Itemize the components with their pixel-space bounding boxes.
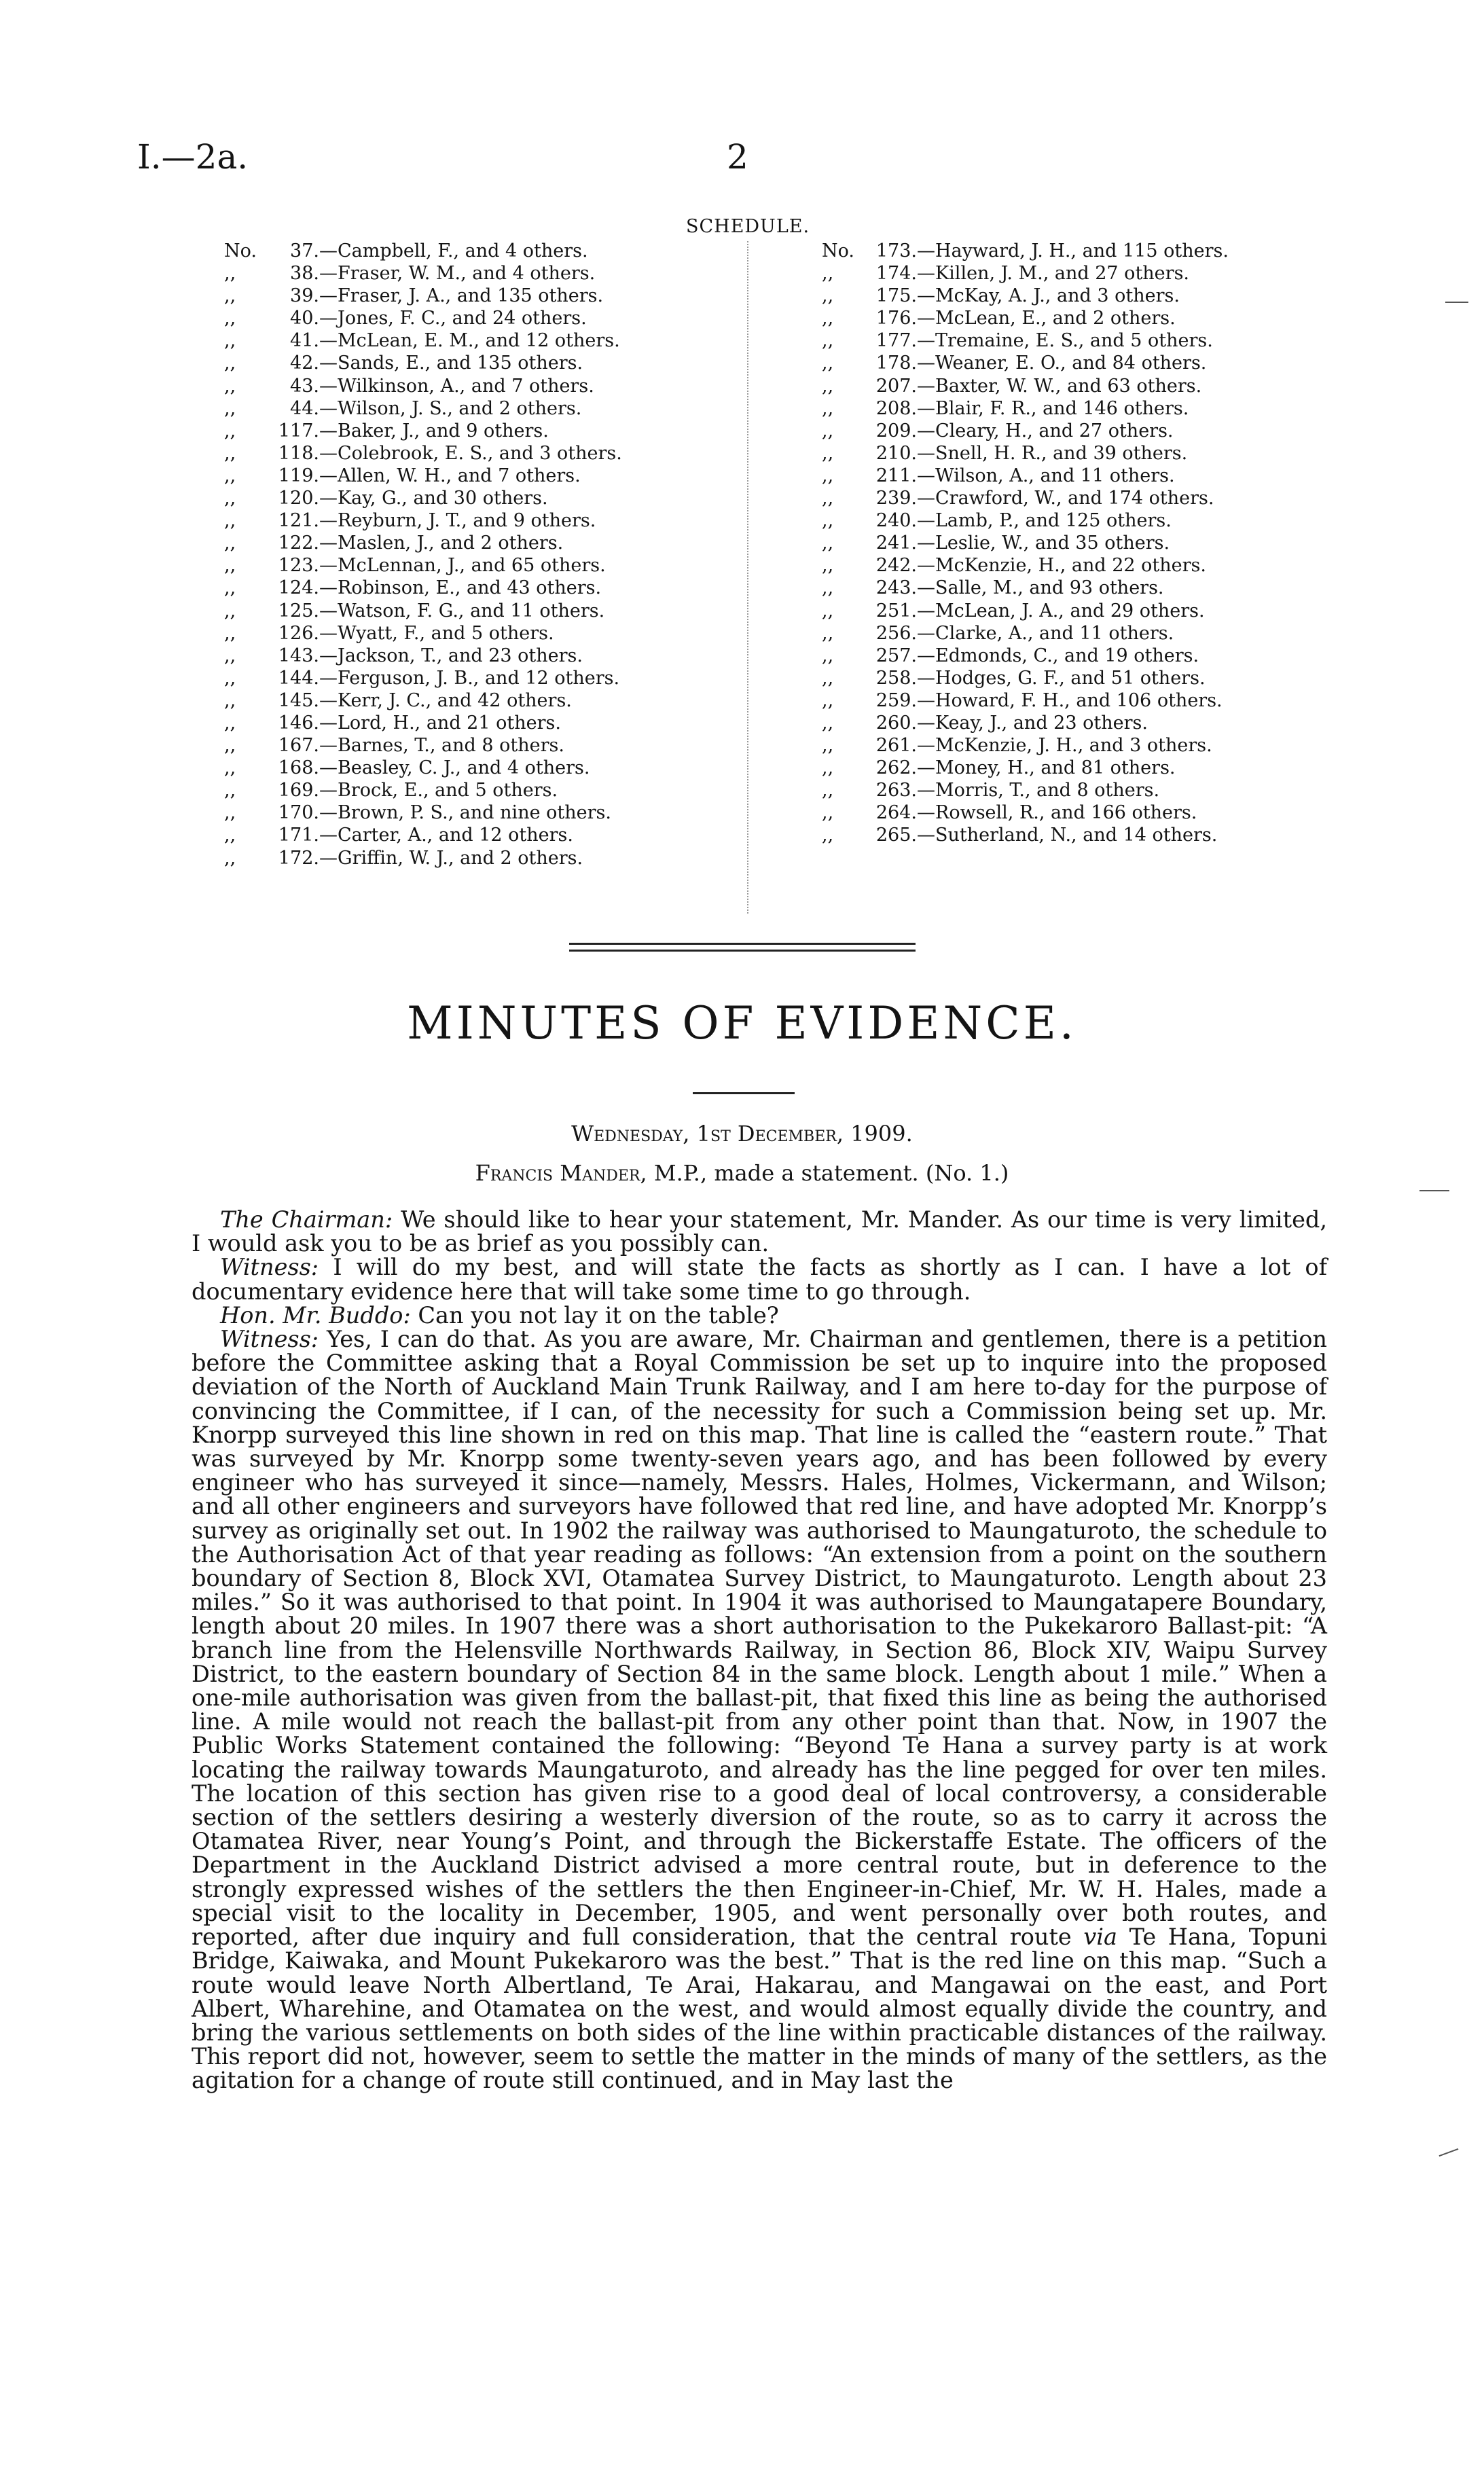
entry-prefix: ,, (822, 353, 834, 374)
entry-prefix: ,, (822, 555, 834, 577)
petition-number: 251. (875, 600, 917, 621)
petition-number: 241. (875, 533, 917, 554)
schedule-entry (822, 577, 1433, 599)
double-rule-top (569, 943, 916, 945)
petition-number: 41. (290, 330, 319, 352)
minutes-title: MINUTES OF EVIDENCE. (407, 997, 1077, 1049)
petitioner-text: —Sutherland, N., and 14 others. (917, 825, 1218, 846)
schedule-entry (224, 240, 835, 262)
petition-number: 145. (278, 689, 319, 711)
petition-number: 169. (278, 780, 319, 801)
schedule-entry (822, 352, 1433, 374)
petition-number: 40. (290, 308, 319, 329)
entry-prefix: ,, (822, 780, 834, 801)
schedule-entry (224, 420, 835, 442)
petitioner-text: —McKenzie, H., and 22 others. (917, 555, 1206, 577)
petitioner-text: —Salle, M., and 93 others. (917, 577, 1164, 599)
entry-prefix: ,, (224, 488, 236, 509)
petition-number: 242. (875, 555, 917, 577)
entry-prefix: ,, (822, 645, 834, 666)
entry-prefix: ,, (822, 510, 834, 532)
petitioner-text: —Watson, F. G., and 11 others. (319, 600, 605, 621)
petition-number: 38. (290, 263, 319, 285)
schedule-entry (822, 801, 1433, 824)
petitioner-text: —Campbell, F., and 4 others. (319, 240, 588, 261)
paragraph-text: Can you not lay it on the table? (410, 1301, 779, 1329)
schedule-entry (822, 689, 1433, 712)
paragraph-text-continued: Te Hana, Topuni Bridge, Kaiwaka, and Mount Pukekaroro was the best.” That is the red line on this map. “Such a route would leave North Albertland, Te Arai, Hakarau, and Mangawai on the east, and Port Albert, Wharehine, and Otamatea on the west, and would almost equally divide the country, and bring the various settlements on both sides of the line within practicable distances of the railway. This report did not, however, seem to settle the matter in the minds of many of the settlers, as the agitation for a change of route still continued, and in May last the (192, 1924, 1327, 2094)
petition-number: 43. (290, 375, 319, 397)
entry-prefix: ,, (224, 555, 236, 577)
schedule-entry (224, 645, 835, 667)
schedule-entry (224, 554, 835, 577)
petition-number: 177. (875, 330, 917, 352)
entry-prefix: ,, (224, 420, 236, 441)
entry-prefix: ,, (224, 308, 236, 329)
entry-prefix: ,, (822, 488, 834, 509)
speaker: Witness: (220, 1254, 319, 1281)
entry-prefix: ,, (822, 622, 834, 644)
schedule-entry (822, 600, 1433, 622)
petition-number: 170. (278, 802, 319, 824)
schedule-entry (224, 307, 835, 329)
petition-number: 168. (278, 757, 319, 779)
entry-prefix: ,, (822, 330, 834, 352)
petition-number: 207. (875, 375, 917, 397)
petition-number: 240. (875, 510, 917, 532)
petitioner-text: —Kerr, J. C., and 42 others. (319, 689, 572, 711)
entry-prefix: ,, (224, 825, 236, 846)
petitioner-text: —Hodges, G. F., and 51 others. (917, 667, 1206, 689)
statement-note: , M.P., made a statement. (No. 1.) (640, 1160, 1009, 1186)
petitioner-text: —McLean, J. A., and 29 others. (917, 600, 1205, 621)
schedule-entry (224, 397, 835, 420)
entry-prefix: ,, (224, 465, 236, 486)
paragraph (192, 1327, 1327, 2093)
entry-prefix: ,, (822, 757, 834, 779)
schedule-entry (822, 262, 1433, 285)
witness-name: Francis Mander (475, 1160, 640, 1186)
petitioner-text: —Hayward, J. H., and 115 others. (917, 240, 1229, 261)
speaker: Hon. Mr. Buddo: (220, 1301, 411, 1329)
schedule-entry (822, 645, 1433, 667)
pencil-mark (1419, 1190, 1449, 1191)
schedule-entry (224, 689, 835, 712)
title-rule (693, 1092, 795, 1094)
petitioner-text: —Robinson, E., and 43 others. (319, 577, 602, 599)
petition-number: 257. (875, 645, 917, 666)
petition-number: 167. (278, 735, 319, 757)
petitioner-text: —Allen, W. H., and 7 others. (319, 465, 581, 486)
petitioner-text: —Keay, J., and 23 others. (917, 712, 1148, 734)
petition-number: 126. (278, 622, 319, 644)
petition-number: 146. (278, 712, 319, 734)
schedule-entry (822, 779, 1433, 801)
entry-prefix: ,, (224, 802, 236, 824)
schedule-entry (224, 824, 835, 846)
petition-number: 39. (290, 285, 319, 307)
petitioner-text: —Tremaine, E. S., and 5 others. (917, 330, 1213, 352)
petition-number: 243. (875, 577, 917, 599)
schedule-entry (224, 600, 835, 622)
schedule-entry (224, 847, 835, 869)
schedule-entry (224, 465, 835, 487)
petition-number: 125. (278, 600, 319, 621)
entry-prefix: ,, (822, 533, 834, 554)
schedule-entry (224, 329, 835, 352)
petition-number: 123. (278, 555, 319, 577)
petition-number: 122. (278, 533, 319, 554)
petition-number: 171. (278, 825, 319, 846)
petition-number: 260. (875, 712, 917, 734)
paragraph-text: Yes, I can do that. As you are aware, Mr. Chairman and gentlemen, there is a petition before the Committee asking that a Royal Commission be set up to inquire into the proposed deviation of the North of Auckland Main Trunk Railway, and I am here to-day for the purpose of convincing the Committee, if I can, of the necessity for such a Commission being set up. Mr. Knorpp surveyed this line shown in red on this map. That line is called the “eastern route.” That was surveyed by Mr. Knorpp some twenty-seven years ago, and has been followed by every engineer who has surveyed it since—namely, Messrs. Hales, Holmes, Vickermann, and Wilson; and all other engineers and surveyors have followed that red line, and have adopted Mr. Knorpp’s survey as originally set out. In 1902 the railway was authorised to Maungaturoto, the schedule to the Authorisation Act of that year reading as follows: “An extension from a point on the southern boundary of Section 8, Block XVI, Otamatea Survey District, to Maungaturoto. Length about 23 miles.” So it was authorised to that point. In 1904 it was authorised to Maungatapere Boundary, length about 20 miles. In 1907 there was a short authorisation to the Pukekaroro Ballast-pit: “A branch line from the Helensville Northwards Railway, in Section 86, Block XIV, Waipu Survey District, to the eastern boundary of Section 84 in the same block. Length about 1 mile.” When a one-mile authorisation was given from the ballast-pit, that fixed this line as being the authorised line. A mile would not reach the ballast-pit from any other point than that. Now, in 1907 the Public Works Statement contained the following: “Beyond Te Hana a survey party is at work locating the railway towards Maungaturoto, and already has the line pegged for over ten miles. The location of this section has given rise to a good deal of local controversy, a considerable section of the settlers desiring a westerly diversion of the route, so as to carry it across the Otamatea River, near Young’s Point, and through the Bickerstaffe Estate. The officers of the Department in the Auckland District advised a more central route, but in deference to the strongly expressed wishes of the settlers the then Engineer-in-Chief, Mr. W. H. Hales, made a special visit to the locality in December, 1905, and went personally over both routes, and reported, after due inquiry and full consideration, that the central route (192, 1326, 1327, 1951)
petitioner-text: —McKenzie, J. H., and 3 others. (917, 735, 1212, 757)
entry-prefix: ,, (822, 442, 834, 464)
schedule-entry (822, 329, 1433, 352)
petition-number: 124. (278, 577, 319, 599)
schedule-entry (224, 577, 835, 599)
petition-number: 258. (875, 667, 917, 689)
petitioner-text: —McLean, E. M., and 12 others. (319, 330, 620, 352)
petitioner-text: —Griffin, W. J., and 2 others. (319, 847, 583, 869)
pencil-mark (1439, 2148, 1459, 2157)
petition-number: 44. (290, 397, 319, 419)
schedule-entry (822, 465, 1433, 487)
schedule-entry (224, 442, 835, 465)
schedule-entry (224, 285, 835, 307)
entry-prefix: ,, (224, 600, 236, 621)
paragraph (192, 1255, 1327, 1303)
entry-prefix: ,, (224, 667, 236, 689)
paragraph-text: We should like to hear your statement, Mr. Mander. As our time is very limited, I would ask you to be as brief as you possibly can. (192, 1206, 1327, 1257)
petitioner-text: —Morris, T., and 8 others. (917, 780, 1160, 801)
petitioner-text: —Jones, F. C., and 24 others. (319, 308, 587, 329)
petitioner-text: —Lord, H., and 21 others. (319, 712, 561, 734)
schedule-entry (224, 734, 835, 757)
petition-number: 118. (278, 442, 319, 464)
schedule-left-column (224, 240, 835, 869)
schedule-entry (822, 397, 1433, 420)
schedule-entry (224, 667, 835, 689)
petition-number: 172. (278, 847, 319, 869)
speaker: Witness: (220, 1326, 319, 1353)
petitioner-text: —Snell, H. R., and 39 others. (917, 442, 1188, 464)
petition-number: 42. (290, 353, 319, 374)
petition-number: 176. (875, 308, 917, 329)
session-date: Wednesday, 1st December, 1909. (571, 1121, 913, 1147)
entry-prefix: ,, (822, 667, 834, 689)
petitioner-text: —Wilson, A., and 11 others. (917, 465, 1175, 486)
entry-prefix: ,, (224, 780, 236, 801)
schedule-entry (822, 622, 1433, 645)
petition-number: 211. (875, 465, 917, 486)
statement-heading (0, 1160, 1484, 1186)
petitioner-text: —McLean, E., and 2 others. (917, 308, 1176, 329)
petitioner-text: —McKay, A. J., and 3 others. (917, 285, 1180, 307)
petitioner-text: —Weaner, E. O., and 84 others. (917, 353, 1207, 374)
entry-prefix: ,, (224, 533, 236, 554)
petitioner-text: —Crawford, W., and 174 others. (917, 488, 1214, 509)
petitioner-text: —Clarke, A., and 11 others. (917, 622, 1174, 644)
schedule-entry (822, 285, 1433, 307)
petitioner-text: —Colebrook, E. S., and 3 others. (319, 442, 622, 464)
petition-number: 264. (875, 802, 917, 824)
petition-number: 239. (875, 488, 917, 509)
petitioner-text: —Maslen, J., and 2 others. (319, 533, 564, 554)
petition-number: 261. (875, 735, 917, 757)
entry-prefix: ,, (822, 285, 834, 307)
schedule-entry (224, 712, 835, 734)
schedule-entry (822, 509, 1433, 532)
schedule-entry (224, 757, 835, 779)
entry-prefix: ,, (822, 308, 834, 329)
entry-prefix: ,, (822, 577, 834, 599)
petition-number: 208. (875, 397, 917, 419)
document-reference: I.—2a. (137, 137, 249, 177)
schedule-entry (822, 307, 1433, 329)
petitioner-text: —Baxter, W. W., and 63 others. (917, 375, 1202, 397)
petitioner-text: —Lamb, P., and 125 others. (917, 510, 1172, 532)
entry-prefix: ,, (822, 689, 834, 711)
petitioner-text: —Edmonds, C., and 19 others. (917, 645, 1199, 666)
schedule-entry (224, 375, 835, 397)
entry-prefix: ,, (224, 689, 236, 711)
entry-prefix: No. (224, 240, 257, 261)
entry-prefix: ,, (224, 330, 236, 352)
entry-prefix: ,, (822, 397, 834, 419)
entry-prefix: ,, (822, 420, 834, 441)
entry-prefix: ,, (224, 712, 236, 734)
italic-term: via (1083, 1924, 1117, 1951)
entry-prefix: ,, (224, 285, 236, 307)
schedule-entry (224, 779, 835, 801)
entry-prefix: ,, (224, 847, 236, 869)
schedule-entry (822, 420, 1433, 442)
schedule-entry (224, 262, 835, 285)
entry-prefix: ,, (224, 645, 236, 666)
petition-number: 117. (278, 420, 319, 441)
entry-prefix: ,, (224, 263, 236, 285)
petition-number: 178. (875, 353, 917, 374)
entry-prefix: ,, (224, 353, 236, 374)
column-divider (747, 241, 750, 914)
entry-prefix: No. (822, 240, 854, 261)
petitioner-text: —Reyburn, J. T., and 9 others. (319, 510, 596, 532)
entry-prefix: ,, (822, 825, 834, 846)
petitioner-text: —Killen, J. M., and 27 others. (917, 263, 1190, 285)
petitioner-text: —Beasley, C. J., and 4 others. (319, 757, 590, 779)
petitioner-text: —Brock, E., and 5 others. (319, 780, 558, 801)
entry-prefix: ,, (822, 712, 834, 734)
petitioner-text: —Howard, F. H., and 106 others. (917, 689, 1223, 711)
petition-number: 119. (278, 465, 319, 486)
petitioner-text: —Money, H., and 81 others. (917, 757, 1176, 779)
petitioner-text: —Wilson, J. S., and 2 others. (319, 397, 582, 419)
petitioner-text: —Fraser, J. A., and 135 others. (319, 285, 604, 307)
schedule-entry (224, 622, 835, 645)
petition-number: 265. (875, 825, 917, 846)
petition-number: 259. (875, 689, 917, 711)
petitioner-text: —McLennan, J., and 65 others. (319, 555, 606, 577)
petitioner-text: —Carter, A., and 12 others. (319, 825, 573, 846)
petition-number: 262. (875, 757, 917, 779)
schedule-entry (224, 352, 835, 374)
petitioner-text: —Wyatt, F., and 5 others. (319, 622, 554, 644)
petitioner-text: —Baker, J., and 9 others. (319, 420, 549, 441)
petitioner-text: —Barnes, T., and 8 others. (319, 735, 564, 757)
entry-prefix: ,, (224, 442, 236, 464)
petition-number: 143. (278, 645, 319, 666)
evidence-body (192, 1208, 1327, 2093)
petitioner-text: —Brown, P. S., and nine others. (319, 802, 611, 824)
petitioner-text: —Kay, G., and 30 others. (319, 488, 548, 509)
petition-number: 210. (875, 442, 917, 464)
schedule-entry (224, 509, 835, 532)
entry-prefix: ,, (224, 397, 236, 419)
paragraph-text: I will do my best, and will state the facts as shortly as I can. I have a lot of documentary evidence here that will take some time to go through. (192, 1254, 1327, 1305)
paragraph (192, 1208, 1327, 1255)
petition-number: 175. (875, 285, 917, 307)
entry-prefix: ,, (224, 757, 236, 779)
petition-number: 174. (875, 263, 917, 285)
petition-number: 209. (875, 420, 917, 441)
petition-number: 121. (278, 510, 319, 532)
schedule-entry (224, 532, 835, 554)
schedule-right-column (822, 240, 1433, 847)
petitioner-text: —Blair, F. R., and 146 others. (917, 397, 1189, 419)
petitioner-text: —Wilkinson, A., and 7 others. (319, 375, 594, 397)
double-rule-bottom (569, 950, 916, 952)
petitioner-text: —Rowsell, R., and 166 others. (917, 802, 1197, 824)
schedule-entry (224, 801, 835, 824)
petitioner-text: —Cleary, H., and 27 others. (917, 420, 1174, 441)
schedule-entry (822, 667, 1433, 689)
petitioner-text: —Fraser, W. M., and 4 others. (319, 263, 596, 285)
paragraph (192, 1303, 1327, 1327)
petition-number: 37. (290, 240, 319, 261)
entry-prefix: ,, (224, 622, 236, 644)
petition-number: 173. (875, 240, 917, 261)
schedule-entry (822, 554, 1433, 577)
entry-prefix: ,, (224, 510, 236, 532)
entry-prefix: ,, (224, 375, 236, 397)
petition-number: 120. (278, 488, 319, 509)
schedule-entry (822, 487, 1433, 509)
pencil-mark (1445, 302, 1468, 303)
schedule-entry (822, 532, 1433, 554)
petitioner-text: —Jackson, T., and 23 others. (319, 645, 583, 666)
petitioner-text: —Leslie, W., and 35 others. (917, 533, 1170, 554)
petitioner-text: —Sands, E., and 135 others. (319, 353, 583, 374)
schedule-entry (822, 824, 1433, 846)
schedule-entry (822, 712, 1433, 734)
entry-prefix: ,, (822, 802, 834, 824)
speaker: The Chairman: (220, 1206, 393, 1233)
schedule-entry (822, 240, 1433, 262)
entry-prefix: ,, (822, 600, 834, 621)
schedule-entry (822, 375, 1433, 397)
schedule-entry (822, 442, 1433, 465)
entry-prefix: ,, (224, 577, 236, 599)
entry-prefix: ,, (822, 465, 834, 486)
schedule-title: SCHEDULE. (686, 216, 810, 237)
page-number: 2 (727, 137, 748, 177)
petition-number: 263. (875, 780, 917, 801)
schedule-entry (822, 734, 1433, 757)
entry-prefix: ,, (822, 263, 834, 285)
petitioner-text: —Ferguson, J. B., and 12 others. (319, 667, 620, 689)
entry-prefix: ,, (822, 375, 834, 397)
schedule-entry (224, 487, 835, 509)
entry-prefix: ,, (224, 735, 236, 757)
schedule-entry (822, 757, 1433, 779)
petition-number: 256. (875, 622, 917, 644)
entry-prefix: ,, (822, 735, 834, 757)
petition-number: 144. (278, 667, 319, 689)
